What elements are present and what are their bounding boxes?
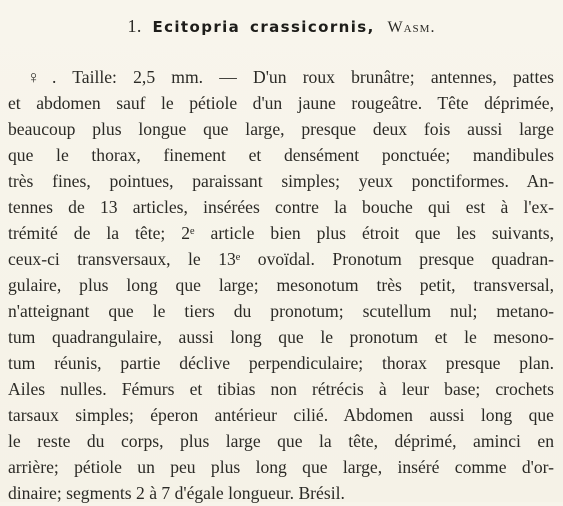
text-line: tarsaux simples; éperon antérieur cilié. Abdomen aussi long que [8, 405, 554, 425]
text-line: ♀. Taille: 2,5 mm. — D'un roux brunâtre; antennes, pattes [27, 67, 554, 87]
author-name: Wasm. [387, 19, 436, 36]
text-line: que le thorax, finement et densément ponctuée; mandibules [8, 145, 554, 165]
text-line: n'atteignant que le tiers du pronotum; scutellum nul; metano- [8, 301, 554, 321]
text-line: le reste du corps, plus large que la tête, déprimé, aminci en [8, 431, 554, 451]
text-line: gulaire, plus long que large; mesonotum très petit, transversal, [8, 275, 554, 295]
text-line: tum réunis, partie déclive perpendiculaire; thorax presque plan. [8, 353, 554, 373]
text-line: très fines, pointues, paraissant simples; yeux ponctiformes. An- [8, 171, 554, 191]
text-line: arrière; pétiole un peu plus long que large, inséré comme d'or- [8, 457, 554, 477]
genus-name: Ecitopria [152, 18, 241, 36]
text-line: ceux-ci transversaux, le 13ᵉ ovoïdal. Pronotum presque quadran- [8, 249, 554, 269]
description-paragraph [8, 64, 554, 506]
species-number: 1. [127, 16, 142, 36]
text-line: et abdomen sauf le pétiole d'un jaune rougeâtre. Tête déprimée, [8, 93, 554, 113]
text-line: beaucoup plus longue que large, presque deux fois aussi large [8, 119, 554, 139]
species-name: crassicornis, [250, 18, 375, 36]
text-line: tennes de 13 articles, insérées contre la bouche qui est à l'ex- [8, 197, 554, 217]
text-line: trémité de la tête; 2ᵉ article bien plus étroit que les suivants, [8, 223, 554, 243]
text-line: tum quadrangulaire, aussi long que le pronotum et le mesono- [8, 327, 554, 347]
species-heading [0, 16, 563, 37]
text-line: Ailes nulles. Fémurs et tibias non rétrécis à leur base; crochets [8, 379, 554, 399]
text-line: dinaire; segments 2 à 7 d'égale longueur. Brésil. [8, 483, 345, 503]
